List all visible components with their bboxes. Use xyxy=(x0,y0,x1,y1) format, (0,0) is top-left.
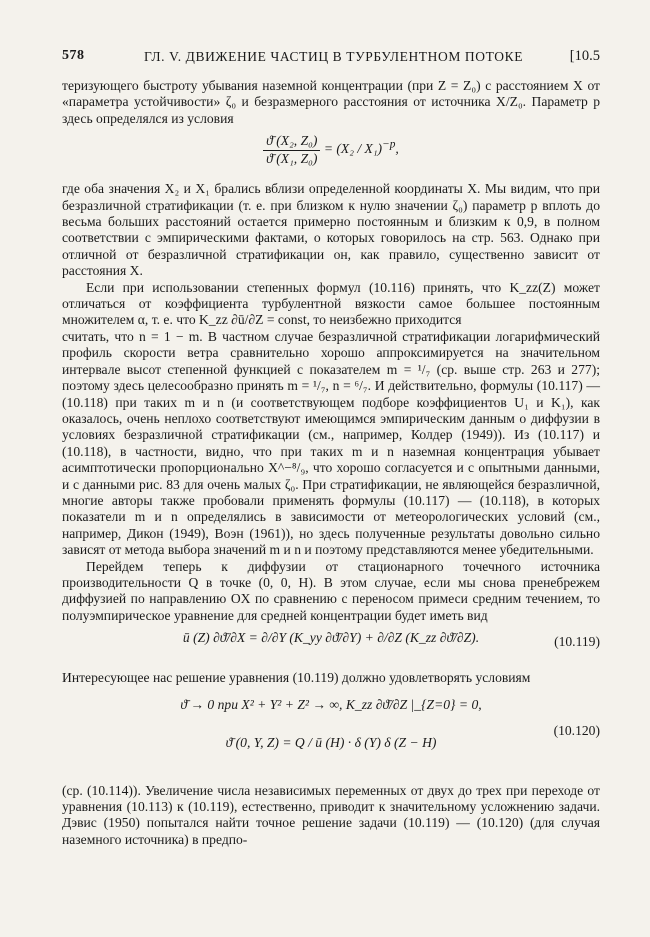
equation-10-119 xyxy=(62,630,600,664)
paragraph-6: (ср. (10.114)). Увеличение числа независимых переменных от двух до трех при переходе от уравнения (10.113) к (10.119), естественно, приводит к значительному усложнению задачи. Дэвис (1950) попытался найти точное решение задачи (10.119) — (10.120) (для случая наземного источника) в предпо- xyxy=(62,782,600,847)
paragraph-5: Интересующее нас решение уравнения (10.119) должно удовлетворять условиям xyxy=(62,670,531,686)
equation-10-120-row1: ϑ̄ → 0 при X² + Y² + Z² → ∞, K_zz ∂ϑ̄/∂Z |_{Z=0} = 0, xyxy=(180,696,482,712)
paragraph-3b: считать, что n = 1 − m. В частном случае безразличной стратификации логарифмический профиль скорости ветра сравнительно хорошо аппроксимируется на значительном интервале высот степенной функцией с показателем m = ¹/₇ (ср. выше стр. 263 и 277); поэтому здесь целесообразно принять m = ¹/₇, n = ⁶/₇. И действительно, формулы (10.117) — (10.118) при таких m и n (и соответствующем подборе коэффициентов U₁ и K₁), как оказалось, очень неплохо соответствуют имеющимся эмпирическим данным о диффузии в условиях безразличной стратификации (см., например, Колдер (1949)). Из (10.117) и (10.118), в частности, видно, что при таких m и n наземная концентрация убывает асимптотически пропорционально X^−⁸/₉, что хорошо согласуется и с опытными данными, и с данными рис. 83 для очень малых ζ₀. При стратификации, не являющейся безразличной, многие авторы также пробовали применять формулы (10.117) — (10.118), в которых показатели m и n определялись в зависимости от метеорологических условий (см., например, Дикон (1949), Воэн (1961)), но здесь полученные результаты довольно сильно зависят от метода выбора значений m и n и поэтому представляются менее убедительными. xyxy=(62,328,600,558)
paragraph-1: теризующего быстроту убывания наземной концентрации (при Z = Z₀) с расстоянием X от «параметра устойчивости» ζ₀ и безразмерного расстояния от источника X/Z₀. Параметр p здесь определялся из условия xyxy=(62,78,600,126)
section-number: [10.5 xyxy=(569,48,600,64)
paragraph-2: где оба значения X₂ и X₁ брались вблизи определенной координаты X. Мы видим, что при безразличной стратификации (т. е. при близком к нулю значении ζ₀) параметр p вплоть до весьма больших расстояний остается примерно постоянным и близким к 0,9, в полном соответствии с эмпирическими фактами, о которых говорилось на стр. 563. Однако при отличной от безразличной стратификации он, как правило, существенно зависит от расстояния X. xyxy=(62,181,600,279)
equation-ratio: $\frac{\text{ϑ̄ (X₂, Z₀)}}{\text{ϑ̄ (X₁, Z₀)}}$ = (X₂ / X₁)$^{-p}$, xyxy=(62,133,600,175)
paragraph-3a: Если при использовании степенных формул (10.116) принять, что K_zz(Z) может отличаться от коэффициента турбулентной вязкости самое большее постоянным множителем α, т. е. что K_zz ∂ū/∂Z = const, то неизбежно приходится xyxy=(62,279,600,328)
page-number: 578 xyxy=(62,48,85,63)
running-title: ГЛ. V. ДВИЖЕНИЕ ЧАСТИЦ В ТУРБУЛЕНТНОМ ПОТОКЕ xyxy=(144,49,524,64)
equation-10-119-body: ū (Z) ∂ϑ̄/∂X = ∂/∂Y (K_yy ∂ϑ̄/∂Y) + ∂/∂Z (K_zz ∂ϑ̄/∂Z). xyxy=(182,630,480,646)
ratio-fraction: $\frac{\text{ϑ̄ (X₂, Z₀)}}{\text{ϑ̄ (X₁, Z₀)}}$ xyxy=(263,133,320,167)
equation-10-120-number: (10.120) xyxy=(553,722,600,738)
page-body xyxy=(62,78,600,848)
equation-10-119-number: (10.119) xyxy=(554,634,600,650)
paragraph-4: Перейдем теперь к диффузии от стационарного точечного источника производительности Q в точке (0, 0, H). В этом случае, если мы снова пренебрежем диффузией по направлению OX по сравнению с переносом примеси средним течением, то полуэмпирическое уравнение для средней концентрации будет иметь вид xyxy=(62,558,600,623)
equation-10-120-row2: ϑ̄ (0, Y, Z) = Q / ū (H) · δ (Y) δ (Z − H) xyxy=(225,734,437,750)
running-header xyxy=(62,48,600,68)
equation-10-120 xyxy=(62,693,600,777)
